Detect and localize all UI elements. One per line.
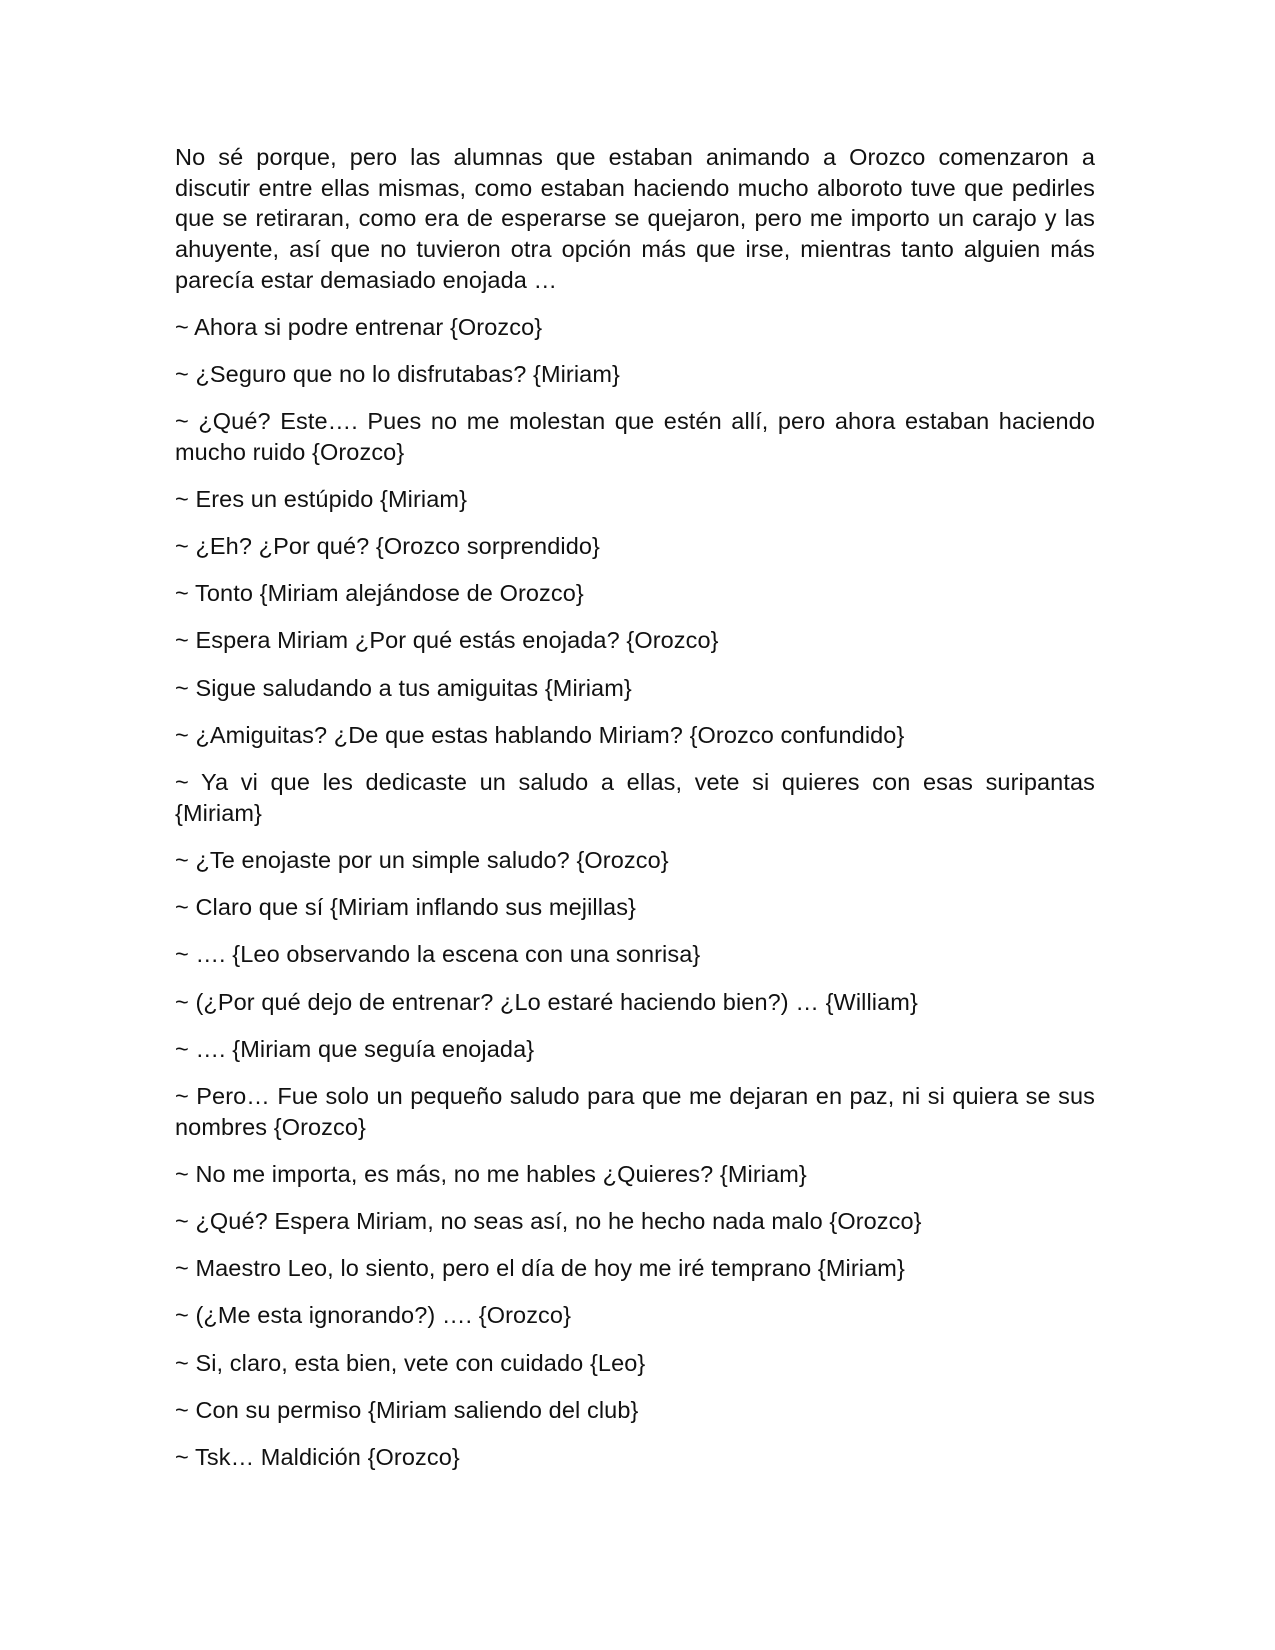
dialogue-line: ~ Pero… Fue solo un pequeño saludo para que me dejaran en paz, ni si quiera se sus nombres {Orozco} xyxy=(175,1082,1095,1140)
dialogue-line: ~ ¿Qué? Espera Miriam, no seas así, no he hecho nada malo {Orozco} xyxy=(175,1208,922,1235)
dialogue-line: ~ ¿Qué? Este…. Pues no me molestan que estén allí, pero ahora estaban haciendo mucho ruido {Orozco} xyxy=(175,407,1095,465)
dialogue-line: ~ ¿Amiguitas? ¿De que estas hablando Miriam? {Orozco confundido} xyxy=(175,721,905,748)
dialogue-line: ~ Claro que sí {Miriam inflando sus mejillas} xyxy=(175,894,636,921)
dialogue-line: ~ Tonto {Miriam alejándose de Orozco} xyxy=(175,580,584,607)
dialogue-line: ~ Eres un estúpido {Miriam} xyxy=(175,485,468,512)
dialogue-line: ~ Sigue saludando a tus amiguitas {Miriam} xyxy=(175,674,632,701)
document-page xyxy=(175,142,1095,1489)
dialogue-line: ~ Espera Miriam ¿Por qué estás enojada? {Orozco} xyxy=(175,627,719,654)
dialogue-line: ~ Con su permiso {Miriam saliendo del club} xyxy=(175,1396,639,1423)
dialogue-line: ~ No me importa, es más, no me hables ¿Quieres? {Miriam} xyxy=(175,1160,807,1187)
dialogue-line: ~ Si, claro, esta bien, vete con cuidado {Leo} xyxy=(175,1349,646,1376)
intro-paragraph: No sé porque, pero las alumnas que estaban animando a Orozco comenzaron a discutir entre ellas mismas, como estaban haciendo mucho alboroto tuve que pedirles que se retiraran, como era de esperarse se quejaron, pero me importo un carajo y las ahuyente, así que no tuvieron otra opción más que irse, mientras tanto alguien más parecía estar demasiado enojada … xyxy=(175,144,1095,293)
dialogue-line: ~ ¿Seguro que no lo disfrutabas? {Miriam} xyxy=(175,360,620,387)
dialogue-line: ~ Tsk… Maldición {Orozco} xyxy=(175,1444,460,1471)
dialogue-line: ~ Ahora si podre entrenar {Orozco} xyxy=(175,313,543,340)
dialogue-line: ~ …. {Miriam que seguía enojada} xyxy=(175,1035,535,1062)
dialogue-line: ~ ¿Eh? ¿Por qué? {Orozco sorprendido} xyxy=(175,533,600,560)
dialogue-line: ~ (¿Por qué dejo de entrenar? ¿Lo estaré haciendo bien?) … {William} xyxy=(175,988,918,1015)
dialogue-line: ~ …. {Leo observando la escena con una sonrisa} xyxy=(175,941,701,968)
dialogue-line: ~ Ya vi que les dedicaste un saludo a ellas, vete si quieres con esas suripantas {Miriam} xyxy=(175,769,1095,826)
dialogue-line: ~ ¿Te enojaste por un simple saludo? {Orozco} xyxy=(175,846,669,873)
dialogue-line: ~ Maestro Leo, lo siento, pero el día de hoy me iré temprano {Miriam} xyxy=(175,1255,905,1282)
dialogue-line: ~ (¿Me esta ignorando?) …. {Orozco} xyxy=(175,1302,572,1329)
